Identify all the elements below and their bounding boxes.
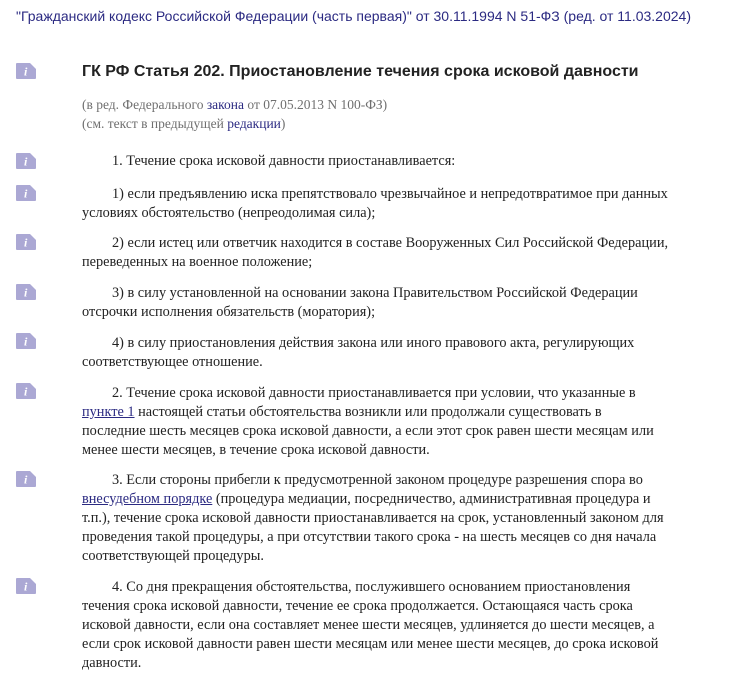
point-1-link[interactable]: пункте 1 [82,404,135,420]
info-icon[interactable] [16,234,36,250]
svg-text:i: i [24,235,28,250]
info-icon[interactable] [16,284,36,300]
paragraph-1-1: 1) если предъявлению иска препятствовало чрезвычайное и непредотвратимое при данных условиях обстоятельство (непреодолимая сила); [82,186,668,221]
paragraph-1: 1. Течение срока исковой давности приостанавливается: [112,153,456,169]
info-icon[interactable] [16,153,36,169]
article-title: ГК РФ Статья 202. Приостановление течения срока исковой давности [82,63,639,80]
info-icon[interactable] [16,578,36,594]
svg-text:i: i [24,579,28,594]
edition-note: (в ред. Федерального закона от 07.05.2013 N 100-ФЗ) [82,97,388,112]
svg-text:i: i [24,154,28,169]
svg-text:i: i [24,64,28,79]
paragraph-3: 3. Если стороны прибегли к предусмотренной законом процедуре разрешения спора во внесудебном порядке (процедура медиации, посредничество, административная процедура и т.п.), течение срока исковой давности приостанавливается на срок, установленный законом для проведения такой процедуры, а при отсутствии такого срока - на шесть месяцев со дня начала соответствующей процедуры. [82,472,664,564]
paragraph-1-3: 3) в силу установленной на основании закона Правительством Российской Федерации отсрочки исполнения обязательств (моратория); [82,285,638,320]
svg-text:i: i [24,472,28,487]
paragraph-1-4: 4) в силу приостановления действия закона или иного правового акта, регулирующих соответствующее отношение. [82,335,635,370]
svg-text:i: i [24,334,28,349]
info-icon[interactable] [16,185,36,201]
info-icon[interactable] [16,383,36,399]
info-icon[interactable] [16,63,36,79]
info-icon[interactable] [16,471,36,487]
svg-text:i: i [24,384,28,399]
law-link[interactable]: закона [206,97,244,112]
previous-edition-link[interactable]: редакции [227,116,281,131]
paragraph-2: 2. Течение срока исковой давности приостанавливается при условии, что указанные в пункте 1 настоящей статьи обстоятельства возникли или продолжали существовать в последние шесть месяцев срока исковой давности, а если этот срок равен шести месяцам или менее шести месяцев, в течение срока исковой давности. [82,385,654,458]
previous-edition-note: (см. текст в предыдущей редакции) [82,116,286,131]
svg-text:i: i [24,186,28,201]
svg-text:i: i [24,285,28,300]
paragraph-1-2: 2) если истец или ответчик находится в составе Вооруженных Сил Российской Федерации, переведенных на военное положение; [82,235,669,270]
source-document-title[interactable]: "Гражданский кодекс Российской Федерации (часть первая)" от 30.11.1994 N 51-ФЗ (ред. от 11.03.2024) [16,8,691,24]
paragraph-4: 4. Со дня прекращения обстоятельства, послужившего основанием приостановления течения срока исковой давности, течение ее срока продолжается. Остающаяся часть срока исковой давности, если она составляет менее шести месяцев, удлиняется до шести месяцев, а если срок исковой давности равен шести месяцам или менее шести месяцев, до срока исковой давности. [82,579,659,671]
out-of-court-procedure-link[interactable]: внесудебном порядке [82,491,213,507]
info-icon[interactable] [16,333,36,349]
